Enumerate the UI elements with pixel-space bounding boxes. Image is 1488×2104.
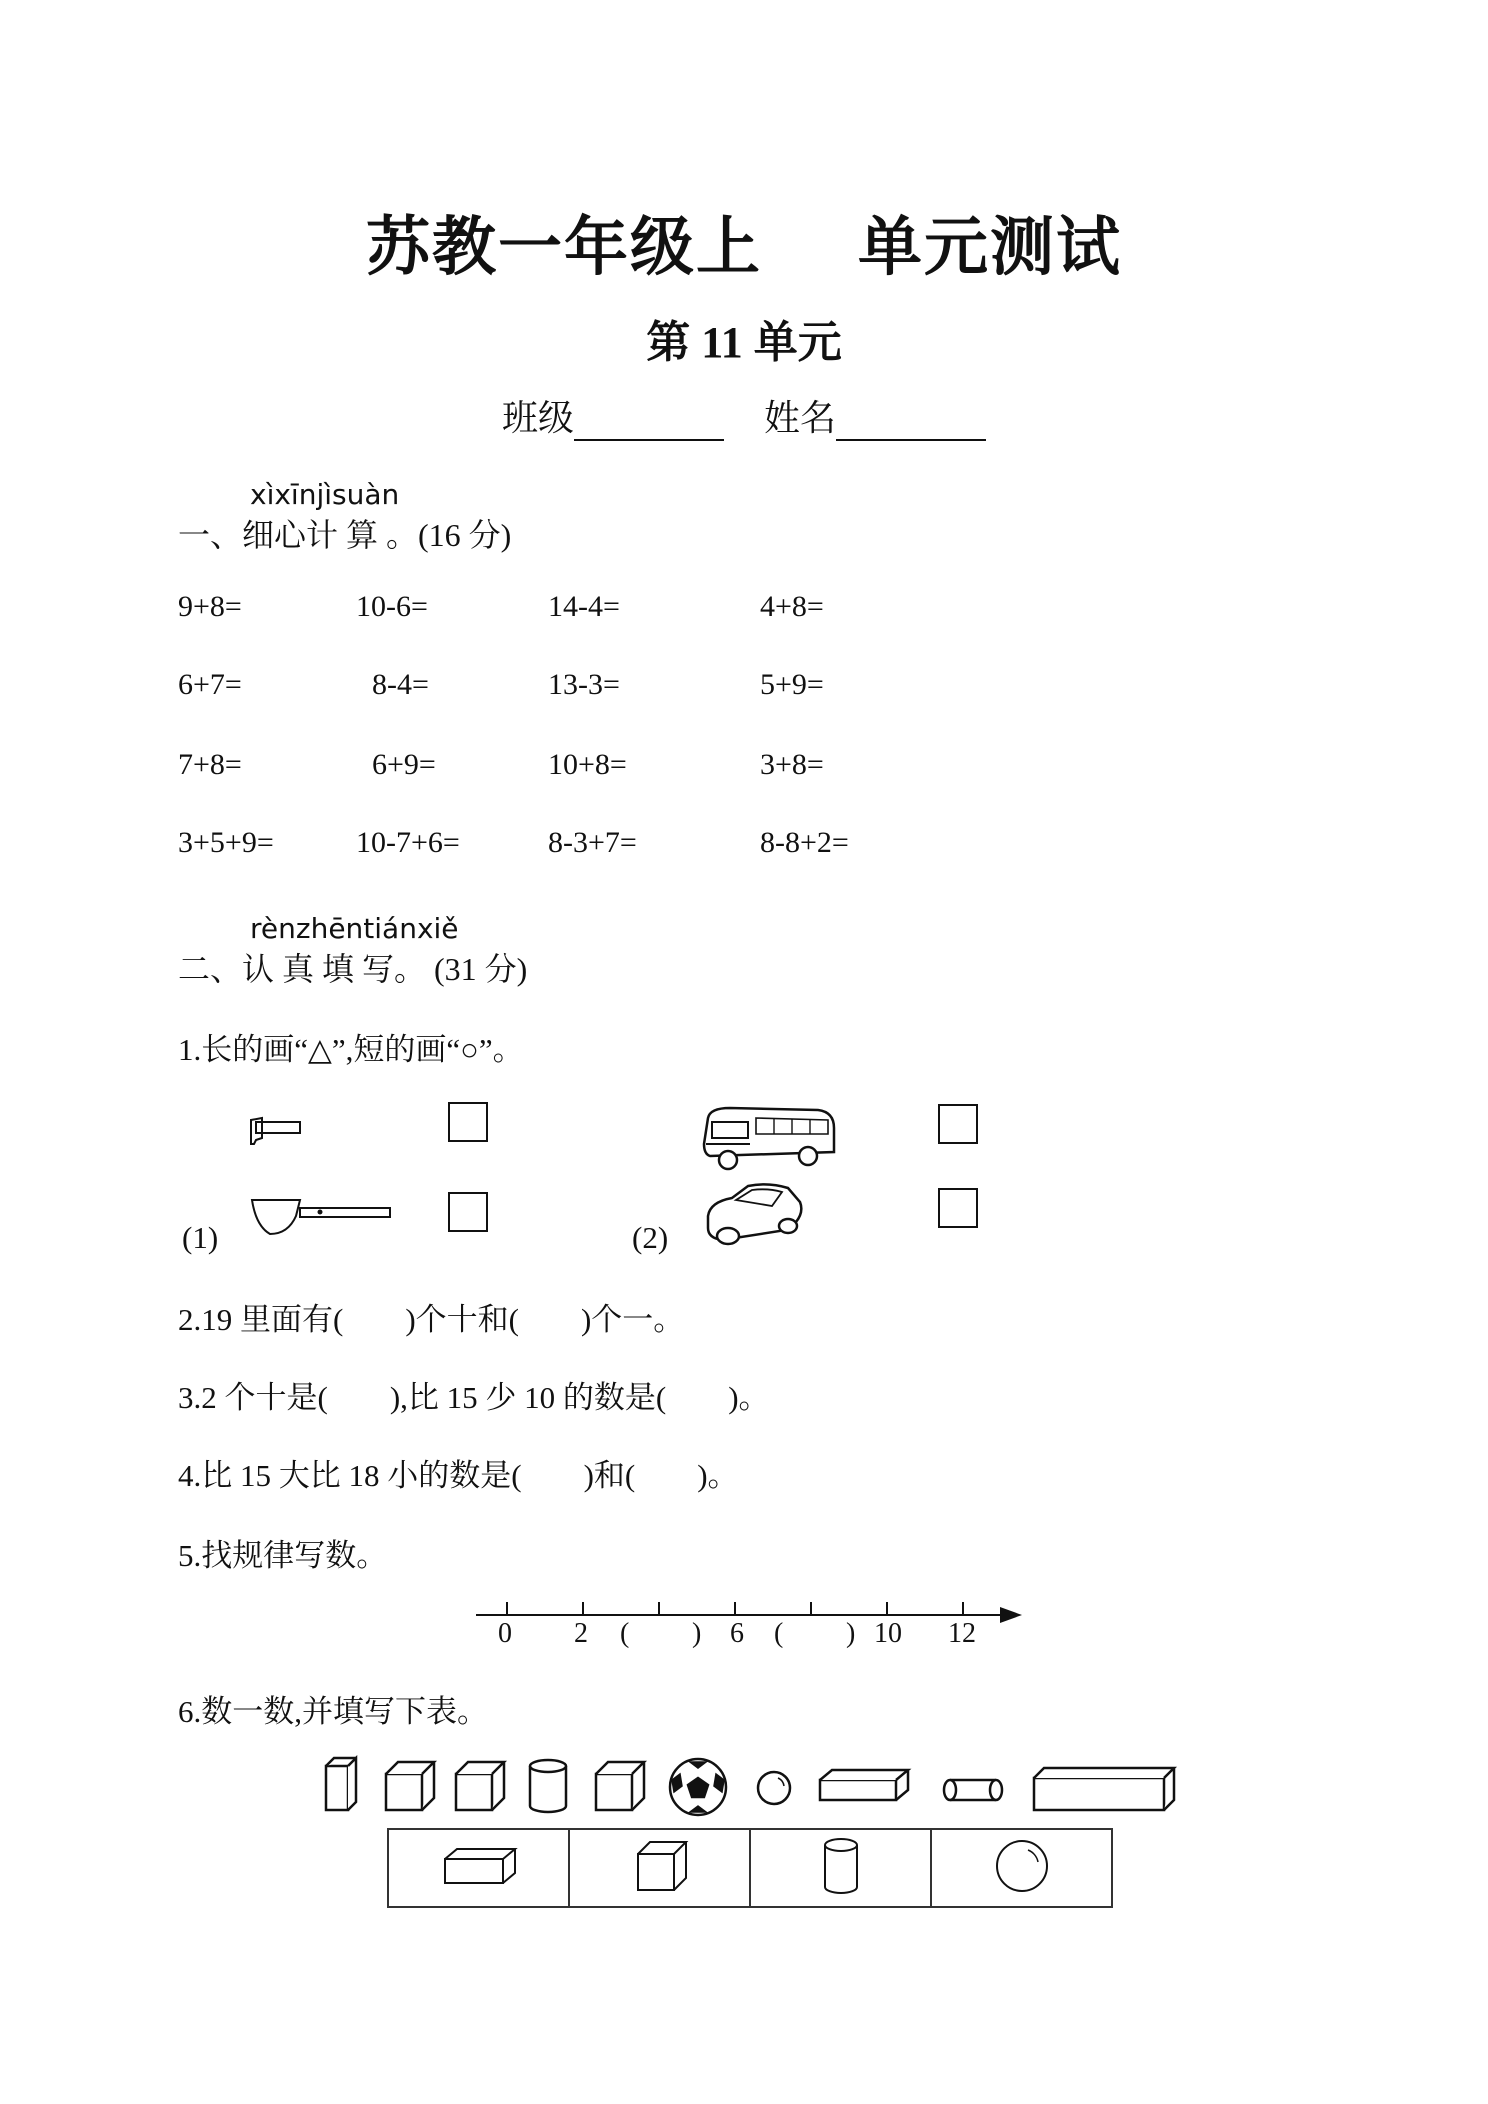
solids-row [320,1752,1180,1824]
calc-item: 10+8= [548,748,627,781]
soccer-ball-icon [670,1759,726,1815]
question-3: 3.2 个十是( ),比 15 少 10 的数是( )。 [178,1380,770,1415]
blank-open-paren: ( [620,1618,630,1649]
calc-item: 5+9= [760,668,824,701]
cuboid-icon [820,1770,908,1800]
title-right: 单元测试 [858,211,1122,285]
calc-item: 13-3= [548,668,620,701]
q1-part2-label: (2) [632,1220,669,1255]
cube-icon [630,1838,690,1894]
tick-label: 2 [574,1618,588,1649]
cylinder-icon [819,1835,863,1897]
question-5: 5.找规律写数。 [178,1538,388,1573]
calc-item: 10-6= [356,590,428,623]
calc-item: 9+8= [178,590,242,623]
page-title [0,196,1488,288]
answer-box[interactable] [938,1188,978,1228]
calc-item: 8-4= [372,668,429,701]
sphere-icon [758,1772,790,1804]
shape-count-table [387,1828,1113,1908]
calc-item: 3+8= [760,748,824,781]
section2-pinyin: rènzhēntiánxiě [250,912,459,945]
hammer-icon [248,1114,306,1148]
section1-pinyin: xìxīnjìsuàn [250,478,400,511]
question-6: 6.数一数,并填写下表。 [178,1694,488,1729]
q1-part1-label: (1) [182,1220,219,1255]
calc-item: 8-3+7= [548,826,637,859]
calc-item: 6+7= [178,668,242,701]
tick [506,1602,508,1616]
car-icon [702,1182,806,1248]
calc-item: 6+9= [372,748,436,781]
question-2: 2.19 里面有( )个十和( )个一。 [178,1302,685,1337]
name-blank[interactable] [836,403,986,441]
bus-icon [700,1104,840,1174]
section1-title: 一、细心计 算 。(16 分) [178,517,512,553]
section2-title: 二、认 真 填 写。 (31 分) [178,951,528,987]
shovel-icon [250,1196,395,1238]
tick [810,1602,812,1616]
blank-close-paren: ) [692,1618,702,1649]
cuboid-icon [326,1758,356,1810]
cube-icon [596,1762,644,1810]
table-cell-cuboid[interactable] [388,1829,569,1907]
table-cell-cylinder[interactable] [750,1829,931,1907]
calc-item: 10-7+6= [356,826,460,859]
cuboid-icon [1034,1768,1174,1810]
tick-label: 0 [498,1618,512,1649]
question-1: 1.长的画“△”,短的画“○”。 [178,1032,524,1067]
tick-label: 12 [948,1618,976,1649]
tick [962,1602,964,1616]
tick [658,1602,660,1616]
table-cell-sphere[interactable] [931,1829,1112,1907]
answer-box[interactable] [448,1192,488,1232]
tick [582,1602,584,1616]
answer-box[interactable] [938,1104,978,1144]
question-4: 4.比 15 大比 18 小的数是( )和( )。 [178,1458,739,1493]
blank-close-paren: ) [846,1618,856,1649]
calc-item: 8-8+2= [760,826,849,859]
calc-item: 3+5+9= [178,826,274,859]
student-info [0,390,1488,441]
arrow-right-icon [1000,1606,1022,1624]
class-blank[interactable] [574,403,724,441]
class-label: 班级 [501,398,574,438]
answer-box[interactable] [448,1102,488,1142]
number-line-axis [476,1614,1006,1616]
sphere-icon [992,1836,1052,1896]
tick [886,1602,888,1616]
tick-label: 6 [730,1618,744,1649]
cylinder-icon [530,1760,566,1812]
name-label: 姓名 [764,398,837,438]
tick [734,1602,736,1616]
calc-item: 4+8= [760,590,824,623]
cube-icon [386,1762,434,1810]
calc-item: 14-4= [548,590,620,623]
cuboid-icon [439,1843,519,1889]
blank-open-paren: ( [774,1618,784,1649]
cube-icon [456,1762,504,1810]
unit-subtitle: 第 11 单元 [646,318,842,367]
cylinder-icon [944,1780,1002,1800]
tick-label: 10 [874,1618,902,1649]
title-left: 苏教一年级上 [366,211,762,285]
table-cell-cube[interactable] [569,1829,750,1907]
calc-item: 7+8= [178,748,242,781]
